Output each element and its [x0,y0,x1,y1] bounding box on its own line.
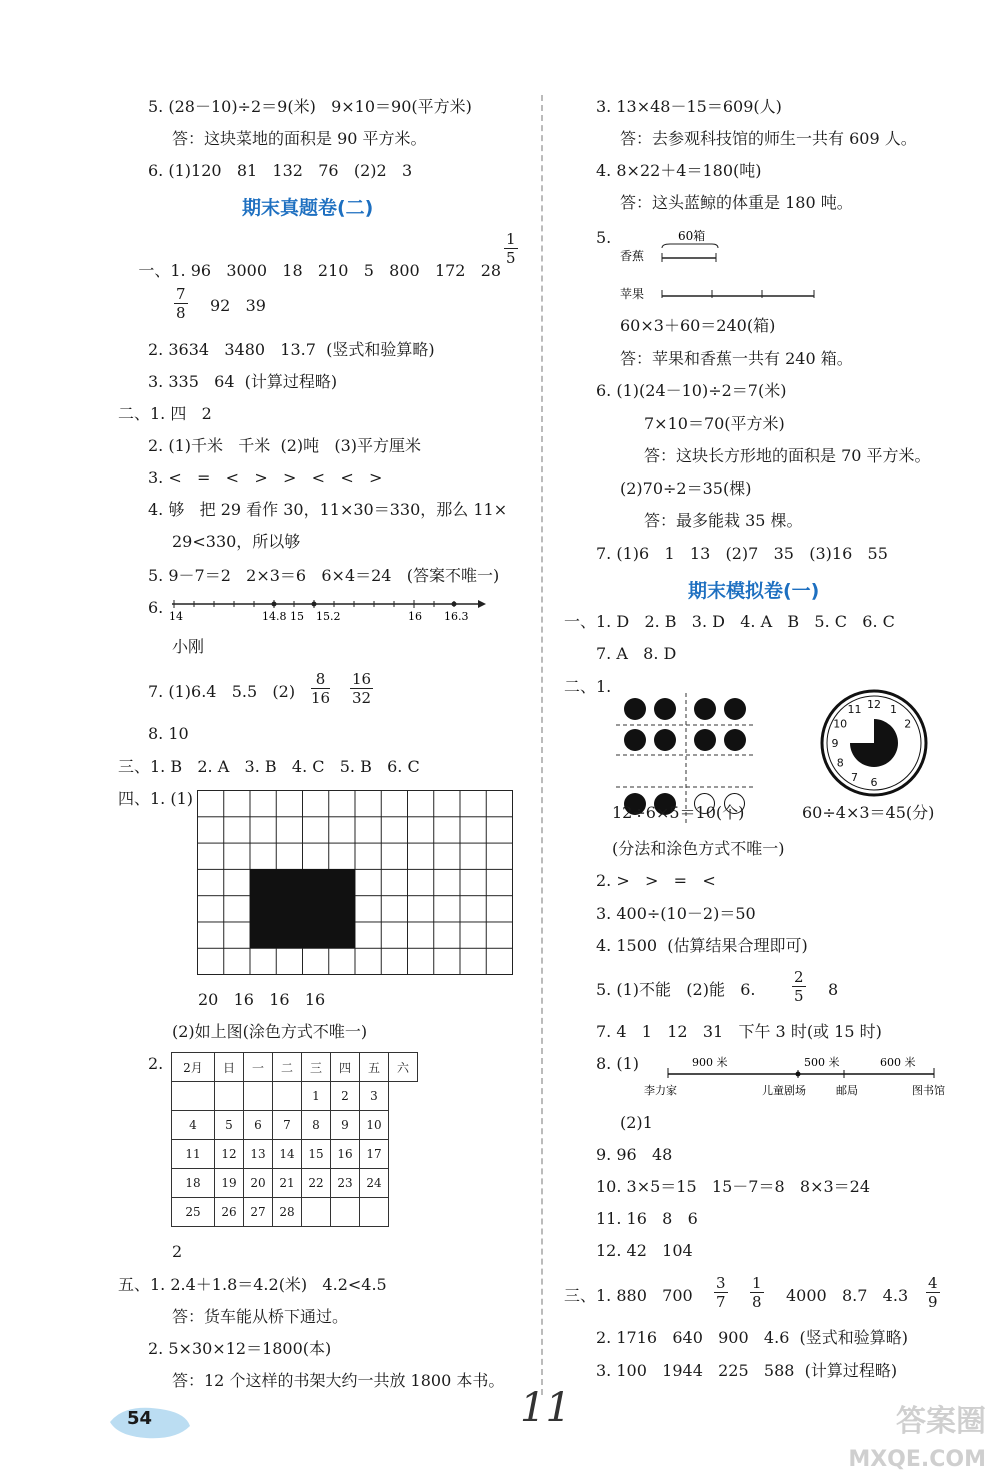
section-title: 期末模拟卷(一) [688,580,820,602]
answer-line: 3. 13×48－15＝609(人) [596,97,782,116]
fraction [174,285,188,322]
answer-line: 答：最多能栽 35 棵。 [644,511,803,530]
answer-line: 答：12 个这样的书架大约一共放 1800 本书。 [172,1371,505,1390]
calendar-cell: 16 [331,1140,360,1169]
answer-line: 92 39 [210,296,266,315]
denominator: 8 [752,1293,762,1311]
answer-line: 三、1. B 2. A 3. B 4. C 5. B 6. C [118,757,420,776]
clock-numeral: 11 [847,703,862,717]
clock-numeral: 9 [831,737,839,750]
answer-line: 3. < = < > > < < > [148,468,383,487]
filled-dot [654,729,676,751]
answer-line: 答：去参观科技馆的师生一共有 609 人。 [620,129,917,148]
filled-dot [624,729,646,751]
calendar-cell [360,1198,389,1227]
calendar-row [172,1111,418,1140]
tick-label: 14.8 [262,610,287,623]
numerator: 8 [311,670,330,689]
calendar-cell: 1 [302,1082,331,1111]
calendar-cell: 28 [273,1198,302,1227]
calendar-cell: 8 [302,1111,331,1140]
answer-line: 60×3＋60＝240(箱) [620,316,776,335]
answer-line: 8. 10 [148,724,189,743]
calendar-header: 一 [244,1053,273,1082]
answer-text: 一、1. 96 3000 18 210 5 800 172 28 [138,261,502,280]
calendar-cell [302,1198,331,1227]
filled-dot [654,698,676,720]
calendar-table [171,1052,418,1227]
clock-numeral: 10 [833,717,848,731]
calendar-row [172,1082,418,1111]
denominator: 7 [716,1293,726,1311]
answer-line: 答：这块菜地的面积是 90 平方米。 [172,129,427,148]
tick-label: 15 [290,610,304,623]
answer-line: 2 [172,1242,183,1261]
answer-line: 6. [148,598,164,617]
answer-line: 2. > > = < [596,871,716,890]
calendar-cell: 20 [244,1169,273,1198]
calendar-header: 二 [273,1053,302,1082]
answer-line: 四、1. (1) [118,789,194,808]
answer-line: 7. A 8. D [596,644,677,663]
answer-line: 3. 335 64 (计算过程略) [148,372,338,391]
answer-line: 12÷6×5＝10(个) [612,803,745,822]
answer-line: 7. 4 1 12 31 下午 3 时(或 15 时) [596,1022,882,1041]
answer-line: 3. 400÷(10－2)＝50 [596,904,756,923]
answer-line: 5. [596,228,612,247]
answer-line: 三、1. 880 700 [564,1286,693,1305]
filled-dot [724,698,746,720]
calendar-cell: 12 [215,1140,244,1169]
clock-numeral: 1 [890,703,897,717]
answer-line: 9. 96 48 [596,1145,673,1164]
clock-figure [818,688,930,798]
answer-line: (分法和涂色方式不唯一) [612,839,785,858]
filled-dot [694,698,716,720]
calendar-cell: 5 [215,1111,244,1140]
answer-line: 答：这块长方形地的面积是 70 平方米。 [644,446,931,465]
calendar-cell: 18 [172,1169,215,1198]
answer-line: 2. 5×30×12＝1800(本) [148,1339,332,1358]
clock-numeral: 5 [890,770,897,784]
numerator: 3 [716,1274,726,1292]
denominator: 5 [506,249,516,267]
calendar-cell: 21 [273,1169,302,1198]
answer-line: 二、1. 四 2 [118,404,212,423]
numerator: 2 [794,968,804,986]
denominator: 8 [176,304,186,322]
answer-line: 2. 3634 3480 13.7 (竖式和验算略) [148,340,435,359]
filled-dot [724,729,746,751]
denominator: 16 [311,689,331,707]
denominator: 9 [928,1293,938,1311]
calendar-row [172,1140,418,1169]
calendar-header: 五 [360,1053,389,1082]
filled-dot [694,729,716,751]
calendar-cell: 7 [273,1111,302,1140]
calendar-cell: 2 [331,1082,360,1111]
fraction [792,968,806,1005]
answer-line: 一、1. D 2. B 3. D 4. A B 5. C 6. C [564,612,895,631]
denominator: 5 [794,987,804,1005]
answer-line: 60÷4×3＝45(分) [802,803,935,822]
answer-line: 6. (1)120 81 132 76 (2)2 3 [148,161,413,180]
calendar-cell: 3 [360,1082,389,1111]
fraction [504,230,518,267]
answer-line: 2. (1)千米 千米 (2)吨 (3)平方厘米 [148,436,422,455]
clock-numeral: 3 [909,737,917,750]
distance-label: 500 米 [804,1056,840,1069]
calendar-cell: 23 [331,1169,360,1198]
answer-line: 7. (1)6 1 13 (2)7 35 (3)16 55 [596,544,888,563]
clock-numeral: 2 [904,717,912,731]
calendar-cell: 24 [360,1169,389,1198]
answer-line: 2. [148,1054,164,1073]
numerator: 7 [176,285,186,303]
place-label: 李力家 [644,1084,677,1097]
clock-numeral: 7 [851,770,858,784]
distance-line-diagram [644,1050,956,1100]
page-number: 54 [127,1408,153,1429]
answer-line: 4. 够 把 29 看作 30，11×30＝330，那么 11× [148,500,508,519]
answer-line: 五、1. 2.4＋1.8＝4.2(米) 4.2<4.5 [118,1275,387,1294]
answer-line: 4. 8×22＋4＝180(吨) [596,161,762,180]
calendar-header: 日 [215,1053,244,1082]
calendar-header: 六 [389,1053,418,1082]
calendar-cell [273,1082,302,1111]
fraction [750,1274,764,1311]
calendar-cell: 25 [172,1198,215,1227]
distance-label: 900 米 [692,1056,728,1069]
tick-label: 16.3 [444,610,469,623]
answer-line: 4000 8.7 4.3 [786,1286,909,1305]
calendar-cell [331,1198,360,1227]
fraction [926,1274,940,1311]
calendar-cell: 4 [172,1111,215,1140]
answer-line: 5. (1)不能 (2)能 6. [596,980,756,999]
watermark-url: MXQE.COM [848,1447,986,1472]
calendar-cell: 27 [244,1198,273,1227]
calendar-header: 四 [331,1053,360,1082]
answer-line: 2. 1716 640 900 4.6 (竖式和验算略) [596,1328,909,1347]
calendar-cell: 11 [172,1140,215,1169]
answer-line: 8. (1) [596,1054,640,1073]
segment-diagram [620,226,820,306]
numerator: 1 [752,1274,762,1292]
calendar-cell: 6 [244,1111,273,1140]
answer-line: 答：货车能从桥下通过。 [172,1307,349,1326]
square-grid [197,790,513,975]
clock-numeral: 8 [836,756,844,770]
clock-numeral: 4 [904,756,912,770]
handwritten-mark: 11 [520,1385,571,1431]
answer-line: 11. 16 8 6 [596,1209,698,1228]
answer-line: 7×10＝70(平方米) [644,414,785,433]
calendar-header: 三 [302,1053,331,1082]
section-title: 期末真题卷(二) [242,197,374,219]
answer-line: 3. 100 1944 225 588 (计算过程略) [596,1361,898,1380]
answer-line: 小刚 [172,637,205,656]
calendar-cell: 13 [244,1140,273,1169]
diagram-label: 60箱 [678,229,706,243]
tick-label: 14 [169,610,183,623]
tick-label: 15.2 [316,610,341,623]
answer-line: 二、1. [564,677,612,696]
numerator: 4 [928,1274,938,1292]
answer-line: 7. (1)6.4 5.5 (2) [148,682,296,701]
answer-line: 答：苹果和香蕉一共有 240 箱。 [620,349,853,368]
answer-line: 29<330，所以够 [172,532,301,551]
calendar-row [172,1169,418,1198]
calendar-cell [215,1082,244,1111]
denominator: 32 [352,689,372,707]
answer-line: 答：这头蓝鲸的体重是 180 吨。 [620,193,853,212]
diagram-label: 香蕉 [620,249,645,263]
fraction [350,670,373,707]
place-label: 邮局 [836,1084,858,1097]
calendar-cell: 22 [302,1169,331,1198]
answer-line: 20 16 16 16 [198,990,326,1009]
place-label: 儿童剧场 [762,1084,806,1097]
calendar-row [172,1198,418,1227]
calendar-cell: 15 [302,1140,331,1169]
watermark-logo: 答案圈 [896,1404,986,1439]
calendar-cell [172,1082,215,1111]
answer-line: 4. 1500 (估算结果合理即可) [596,936,808,955]
calendar-cell: 10 [360,1111,389,1140]
answer-line: (2)如上图(涂色方式不唯一) [172,1022,368,1041]
answer-line: 5. 9－7＝2 2×3＝6 6×4＝24 (答案不唯一) [148,566,500,585]
answer-line: 5. (28－10)÷2＝9(米) 9×10＝90(平方米) [148,97,472,116]
answer-line: 12. 42 104 [596,1241,693,1260]
distance-label: 600 米 [880,1056,916,1069]
number-line [168,594,488,624]
calendar-cell: 17 [360,1140,389,1169]
calendar-cell [244,1082,273,1111]
tick-label: 16 [408,610,422,623]
calendar-cell: 26 [215,1198,244,1227]
calendar-cell: 14 [273,1140,302,1169]
filled-dot [624,698,646,720]
answer-line: 8 [828,980,839,999]
place-label: 图书馆 [912,1084,945,1097]
shaded-rectangle [250,869,355,948]
clock-numeral: 12 [867,698,881,711]
answer-line: 10. 3×5＝15 15－7＝8 8×3＝24 [596,1177,871,1196]
diagram-label: 苹果 [620,287,645,301]
clock-numeral: 6 [870,776,878,789]
answer-line: 6. (1)(24－10)÷2＝7(米) [596,381,787,400]
numerator: 16 [352,670,372,688]
calendar-month: 2月 [172,1053,215,1082]
fraction [311,670,330,707]
numerator: 1 [506,230,516,248]
calendar-cell: 9 [331,1111,360,1140]
calendar-cell: 19 [215,1169,244,1198]
column-divider [541,95,543,1395]
answer-line: (2)1 [620,1113,653,1132]
answer-line: (2)70÷2＝35(棵) [620,479,752,498]
fraction [714,1274,728,1311]
